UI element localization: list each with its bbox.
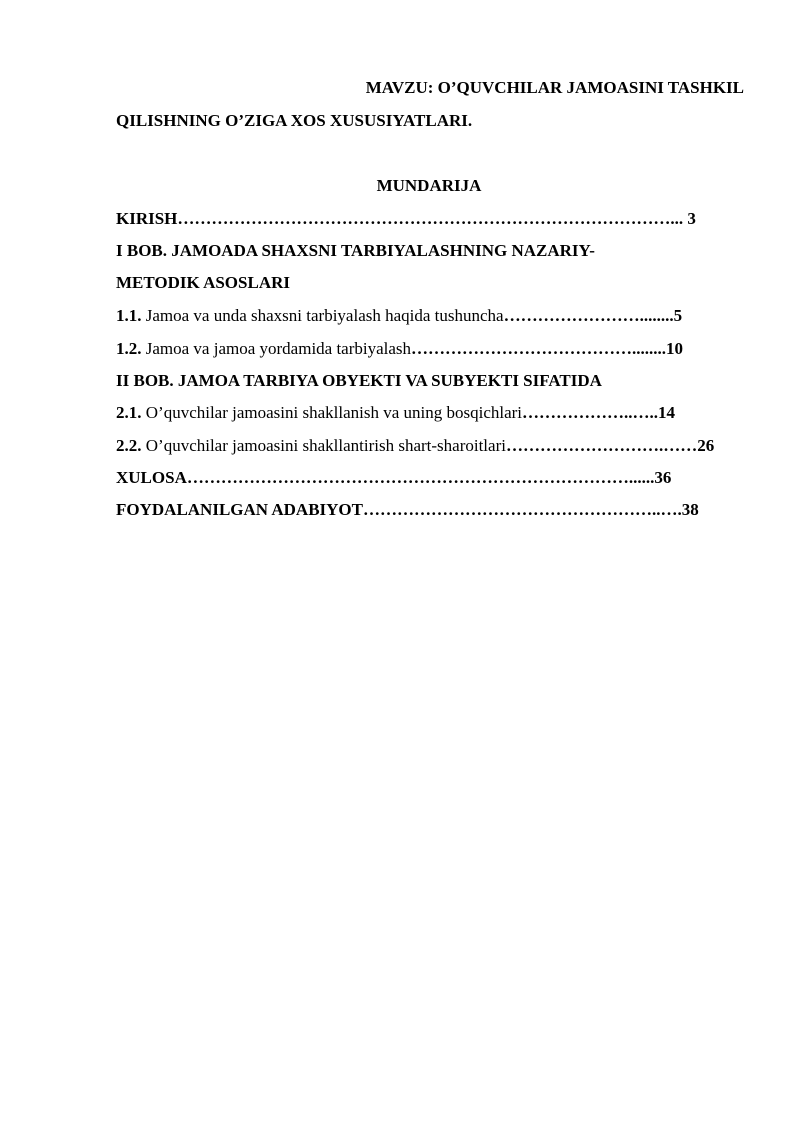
toc-entry-number: 2.1. [116,403,142,422]
toc-entry-number: 1.2. [116,339,142,358]
toc-chapter-1-line-2: METODIK ASOSLARI [116,273,290,292]
toc-entry-1-1 [116,305,744,327]
toc-entry-1-2 [116,338,744,360]
toc-entry-page: ……………………….……26 [505,436,715,455]
toc-entry-number: 1.1. [116,306,142,325]
toc-entry-title: O’quvchilar jamoasini shakllanish va uning bosqichlari [141,403,523,422]
toc-entry-title: O’quvchilar jamoasini shakllantirish shart-sharoitlari [141,436,506,455]
toc-heading: MUNDARIJA [376,176,482,195]
topic-title-line-1: MAVZU: O’QUVCHILAR JAMOASINI TASHKIL [365,78,744,97]
topic-title-line-2: QILISHNING O’ZIGA XOS XUSUSIYATLARI. [116,111,473,130]
toc-chapter-2: II BOB. JAMOA TARBIYA OBYEKTI VA SUBYEKTI SIFATIDA [116,371,602,390]
toc-entry-2-1 [116,402,744,424]
toc-chapter-1-line-1: I BOB. JAMOADA SHAXSNI TARBIYALASHNING NAZARIY- [116,241,595,260]
toc-entry-references: FOYDALANILGAN ADABIYOT……………………………………………..….38 [116,500,699,519]
toc-entry-title: Jamoa va jamoa yordamida tarbiyalash [141,339,412,358]
toc-entry-page: ……………………........5 [503,306,683,325]
toc-entry-2-2 [116,435,744,457]
toc-entry-conclusion: XULOSA……………………………………………………………………......36 [116,468,672,487]
toc-entry-page: ………………..…..14 [522,403,676,422]
toc-entry-number: 2.2. [116,436,142,455]
toc-entry-page: …………………………………........10 [411,339,684,358]
toc-entry-intro: KIRISH……………………………………………………………………………... 3 [116,209,696,228]
toc-entry-title: Jamoa va unda shaxsni tarbiyalash haqida tushuncha [141,306,504,325]
